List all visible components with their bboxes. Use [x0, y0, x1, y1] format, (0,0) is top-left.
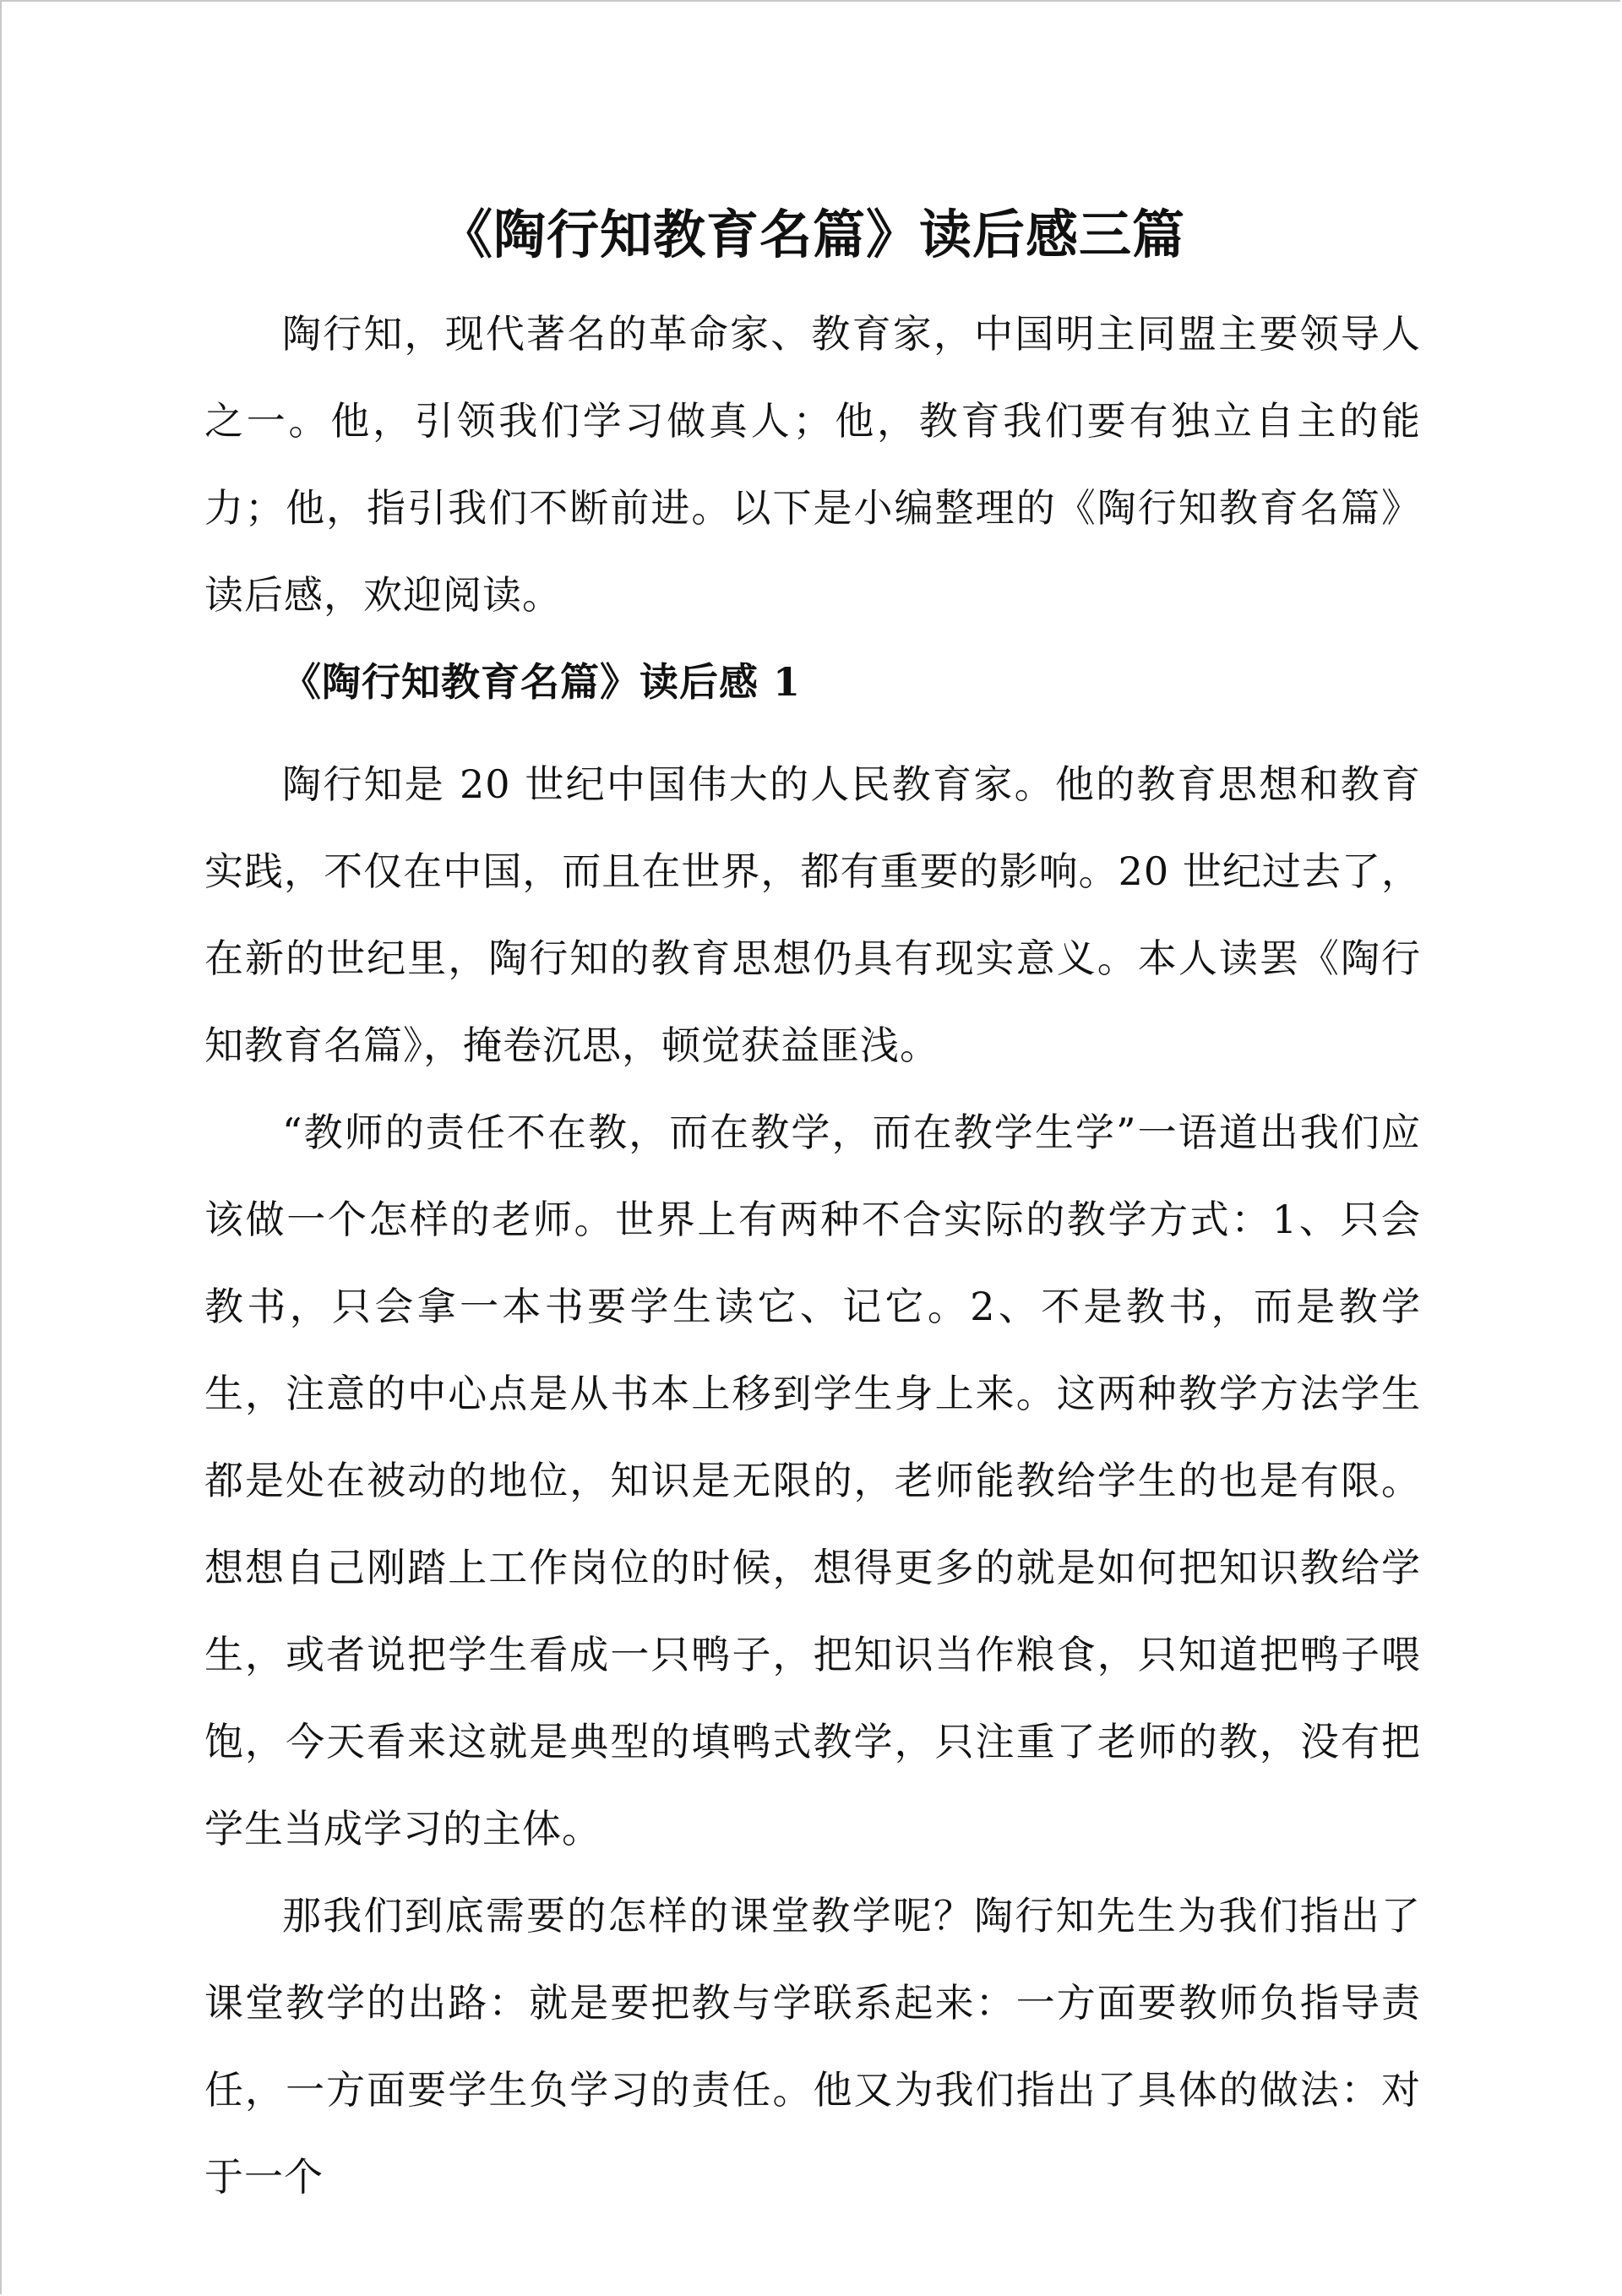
section-heading: 《陶行知教育名篇》读后感 1: [282, 659, 802, 705]
document-title: 《陶行知教育名篇》读后感三篇: [439, 204, 1185, 265]
body-paragraph-1: 陶行知是 20 世纪中国伟大的人民教育家。他的教育思想和教育实践，不仅在中国，而且在世界，都有重要的影响。20 世纪过去了，在新的世纪里，陶行知的教育思想仍具有现实意义。本人读罢《陶行知教育名篇》，掩卷沉思，顿觉获益匪浅。: [204, 761, 1421, 1068]
intro-paragraph: 陶行知，现代著名的革命家、教育家，中国明主同盟主要领导人之一。他，引领我们学习做真人；他，教育我们要有独立自主的能力；他，指引我们不断前进。以下是小编整理的《陶行知教育名篇》读后感，欢迎阅读。: [204, 311, 1421, 618]
body-paragraph-2: “教师的责任不在教，而在教学，而在教学生学”一语道出我们应该做一个怎样的老师。世界上有两种不合实际的教学方式：1、只会教书，只会拿一本书要学生读它、记它。2、不是教书，而是教学生，注意的中心点是从书本上移到学生身上来。这两种教学方法学生都是处在被动的地位，知识是无限的，老师能教给学生的也是有限。想想自己刚踏上工作岗位的时候，想得更多的就是如何把知识教给学生，或者说把学生看成一只鸭子，把知识当作粮食，只知道把鸭子喂饱，今天看来这就是典型的填鸭式教学，只注重了老师的教，没有把学生当成学习的主体。: [204, 1110, 1421, 1852]
document-content: [204, 198, 1421, 2221]
body-paragraph-3: 那我们到底需要的怎样的课堂教学呢？陶行知先生为我们指出了课堂教学的出路：就是要把教与学联系起来：一方面要教师负指导责任，一方面要学生负学习的责任。他又为我们指出了具体的做法：对于一个: [204, 1893, 1421, 2200]
